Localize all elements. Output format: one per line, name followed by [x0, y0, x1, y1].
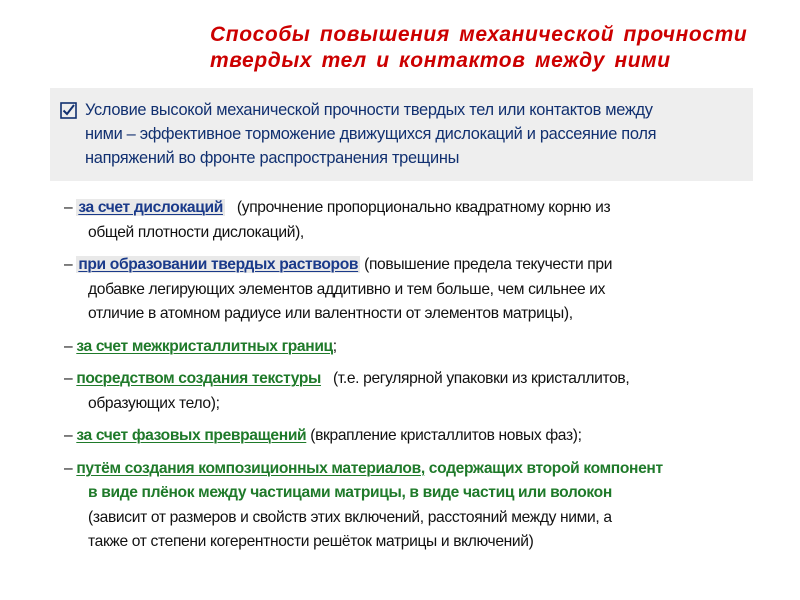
- list-item-text: (вкрапление кристаллитов новых фаз);: [310, 427, 582, 444]
- list-item-key: за счет фазовых превращений: [76, 427, 307, 444]
- list-item-text: ;: [332, 337, 337, 355]
- list-item-text: отличие в атомном радиусе или валентности от элементов матрицы),: [88, 305, 573, 322]
- slide-title-line-2: твердых тел и контактов между ними: [210, 49, 671, 72]
- list-item-key: путём создания композиционных материалов,: [76, 459, 425, 477]
- list-item-key: при образовании твердых растворов: [78, 256, 359, 273]
- list-item-line: [64, 367, 784, 392]
- methods-list: [64, 196, 784, 563]
- slide-title-line-1: Способы повышения механической прочности: [210, 23, 748, 46]
- list-item: [64, 196, 784, 245]
- list-item-text: содержащих второй компонент: [428, 459, 663, 477]
- list-dash: –: [64, 370, 73, 387]
- condition-box: [50, 88, 753, 181]
- list-item-text: в виде плёнок между частицами матрицы, в виде частиц или волокон: [88, 484, 612, 501]
- condition-line-3: напряжений во фронте распространения трещины: [85, 149, 460, 167]
- list-item-line: [64, 253, 784, 278]
- condition-text: [85, 98, 750, 170]
- condition-line-1: Условие высокой механической прочности твердых тел или контактов между: [85, 101, 653, 119]
- list-item-text: (зависит от размеров и свойств этих включений, расстояний между ними, а: [88, 508, 612, 526]
- list-item-key: за счет дислокаций: [78, 199, 223, 216]
- list-item-line: [64, 424, 784, 449]
- list-item-text: (т.е. регулярной упаковки из кристаллитов,: [332, 370, 630, 387]
- list-item-key: посредством создания текстуры: [76, 370, 322, 387]
- list-item: [64, 457, 784, 555]
- list-item-line: [64, 196, 784, 221]
- list-dash: –: [64, 199, 73, 216]
- list-item-line: [64, 335, 784, 360]
- list-item-key: за счет межкристаллитных границ: [76, 337, 333, 355]
- condition-line-2: ними – эффективное торможение движущихся дислокаций и рассеяние поля: [85, 125, 657, 143]
- list-dash: –: [64, 459, 73, 477]
- list-dash: –: [64, 427, 73, 444]
- list-item-text: добавке легирующих элементов аддитивно и тем больше, чем сильнее их: [88, 280, 606, 298]
- list-item: [64, 424, 784, 449]
- list-item-line: [64, 457, 784, 482]
- list-dash: –: [64, 256, 73, 273]
- checkbox-checked-icon: [60, 102, 77, 119]
- slide-title: [210, 22, 790, 74]
- list-dash: –: [64, 337, 73, 355]
- list-item: [64, 367, 784, 416]
- list-item: [64, 335, 784, 360]
- list-item-text: (упрочнение пропорционально квадратному корню из: [236, 199, 611, 216]
- list-item-text: (повышение предела текучести при: [364, 256, 613, 273]
- list-item-text: образующих тело);: [88, 394, 220, 412]
- list-item-text: общей плотности дислокаций),: [88, 223, 304, 241]
- list-item-text: также от степени когерентности решёток матрицы и включений): [88, 533, 534, 550]
- list-item: [64, 253, 784, 327]
